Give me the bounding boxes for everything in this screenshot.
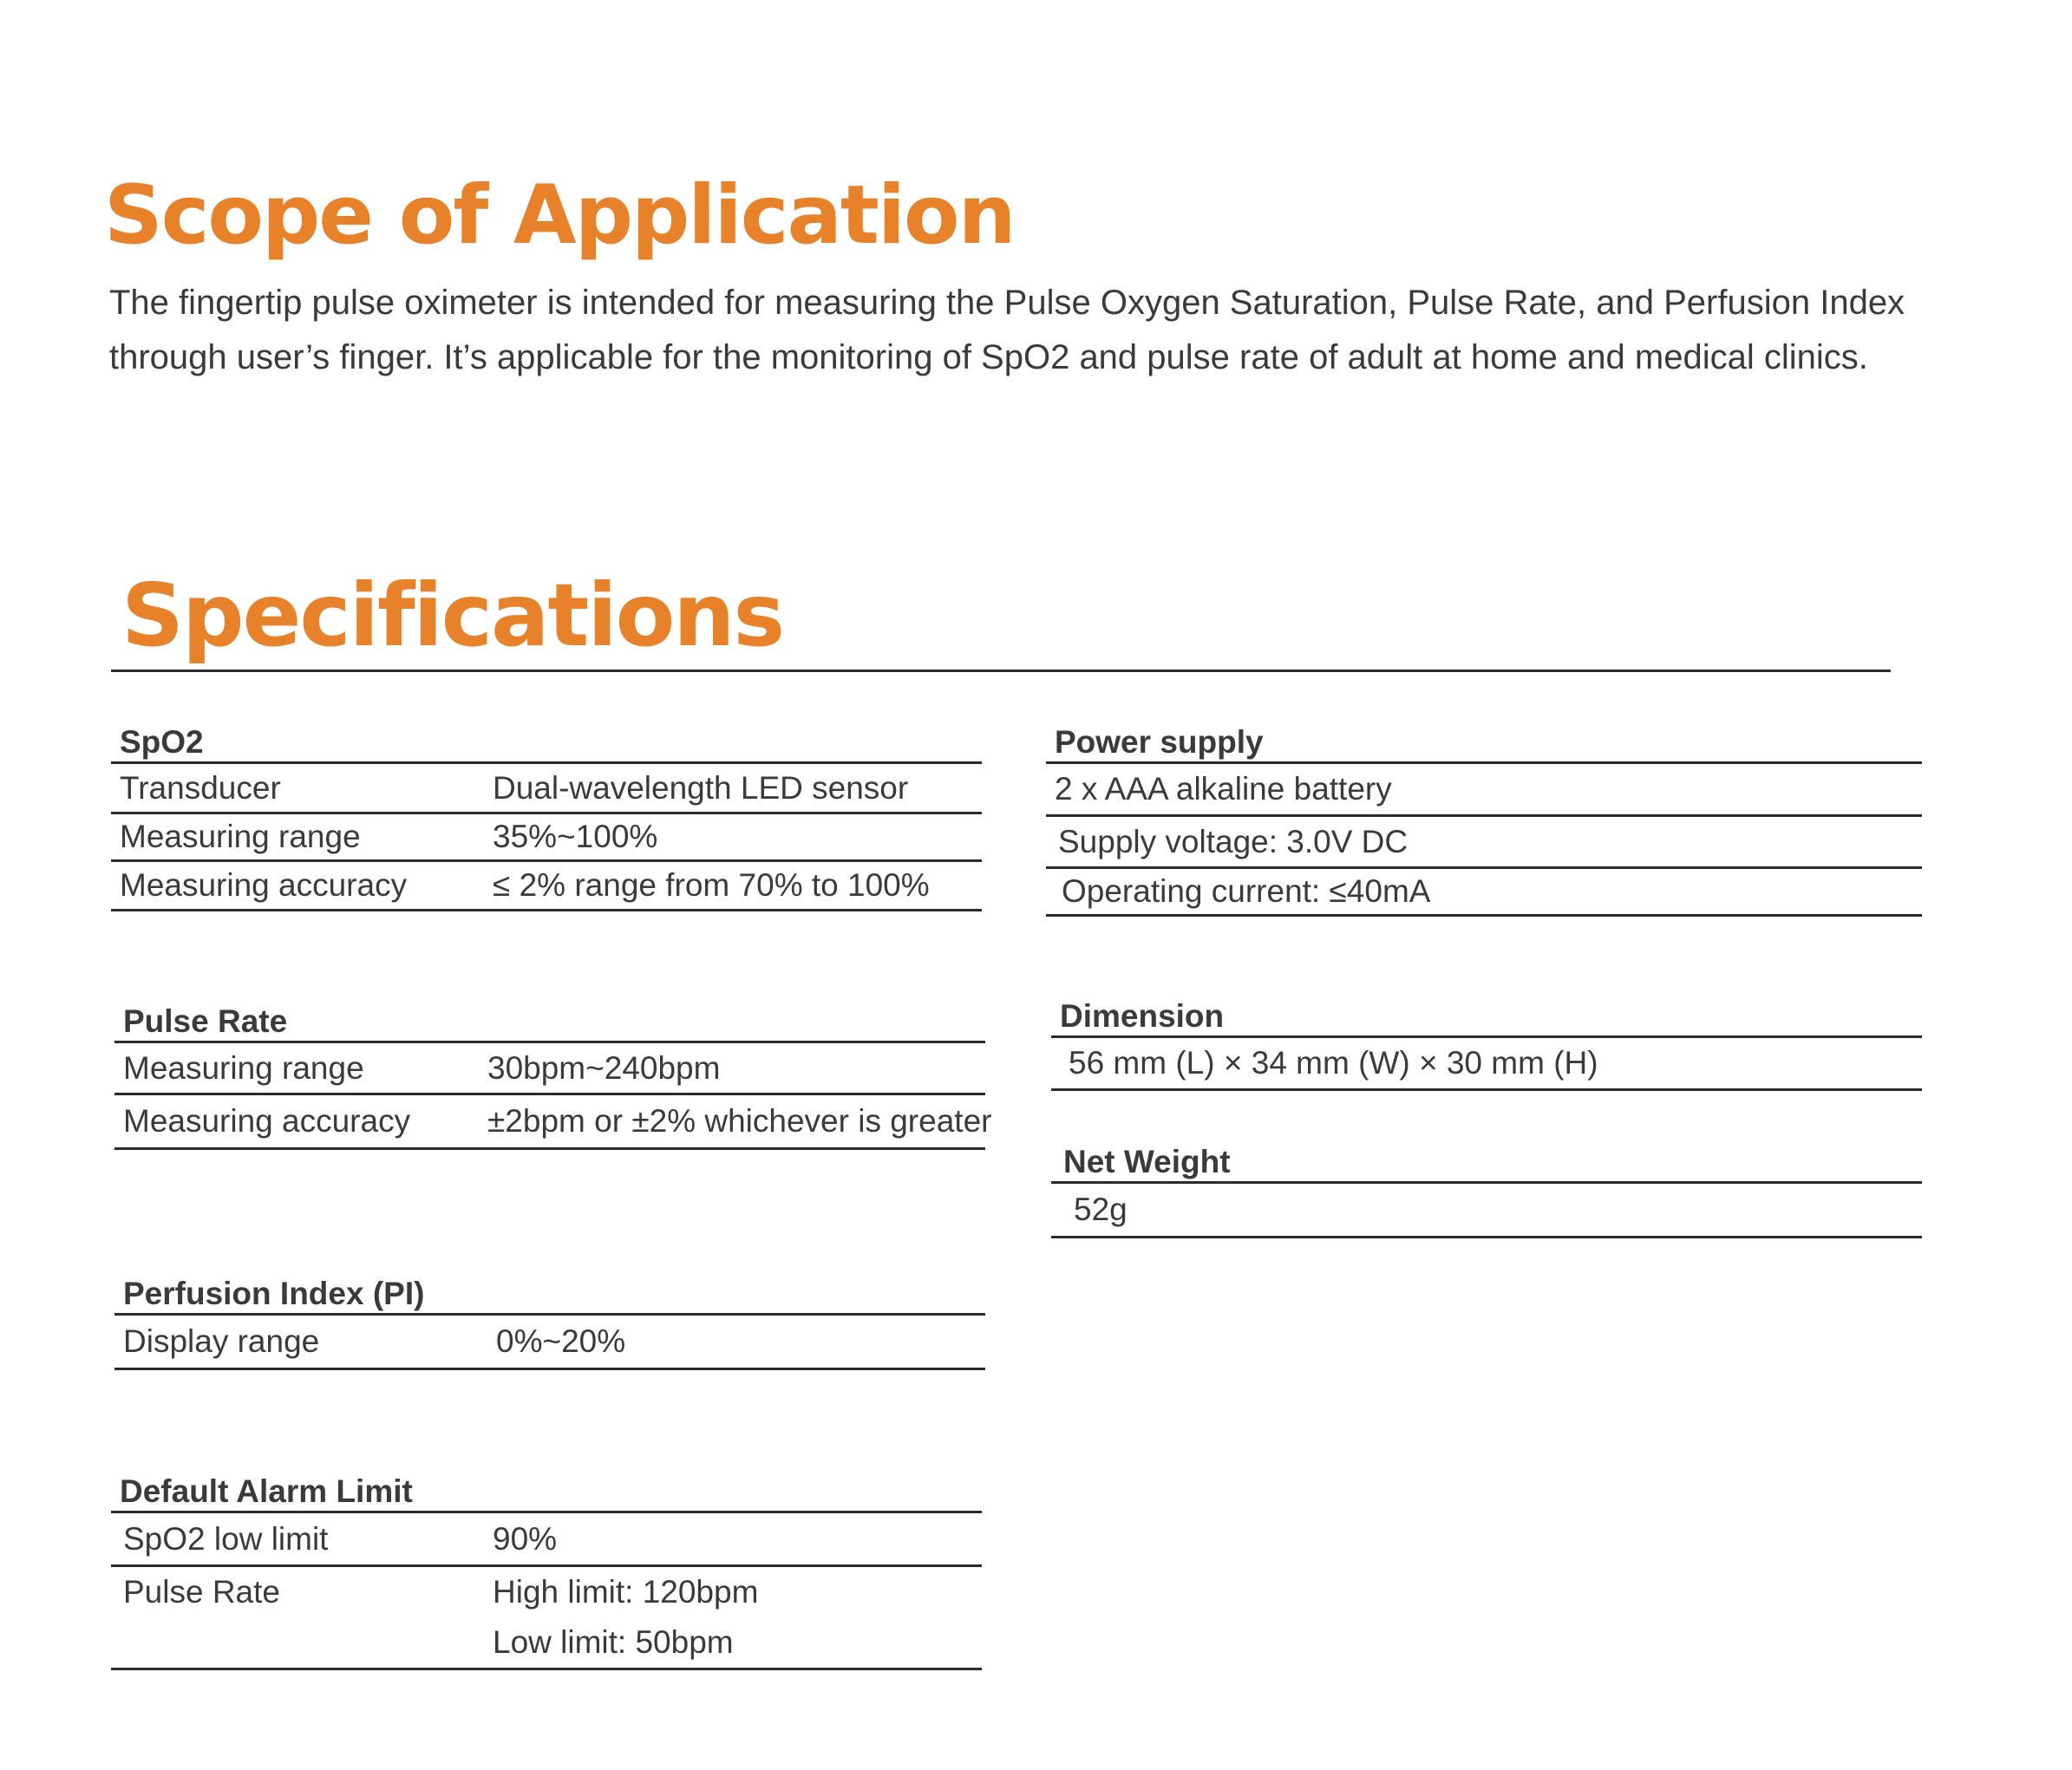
section-title: Pulse Rate [114, 1003, 985, 1043]
scope-title: Scope of Application [104, 168, 1015, 263]
spec-value: High limit: 120bpm [493, 1574, 759, 1610]
spec-row [1046, 817, 1922, 869]
spec-label: SpO2 low limit [123, 1520, 329, 1557]
spec-row [114, 1316, 985, 1370]
spec-row [1051, 1184, 1922, 1238]
section-title: Dimension [1051, 997, 1922, 1038]
scope-description: The fingertip pulse oximeter is intended for measuring the Pulse Oxygen Saturation, Pulse Rate, and Perfusion Index through user’s finger. It’s applicable for the monitoring of SpO2 and pulse rate of adult at home and medical clinics. [109, 284, 1905, 376]
spec-row [111, 764, 982, 814]
spec-row [1046, 869, 1922, 917]
spec-row [114, 1095, 992, 1150]
specifications-title: Specifications [121, 565, 784, 666]
spec-row [1051, 1038, 1922, 1091]
spec-row [114, 1043, 985, 1095]
section-title: Default Alarm Limit [111, 1473, 982, 1513]
section-title: SpO2 [111, 723, 982, 764]
spec-value: Dual-wavelength LED sensor [493, 769, 909, 806]
dimension-section [1051, 997, 1922, 1091]
perfusion-index-section [114, 1275, 985, 1370]
spec-row [1046, 764, 1922, 817]
spec-value: 35%~100% [493, 819, 658, 854]
net-weight-section [1051, 1143, 1922, 1238]
spec-value: ≤ 2% range from 70% to 100% [493, 867, 930, 903]
spec-label: Measuring accuracy [120, 867, 408, 903]
spec-label: Transducer [120, 769, 281, 806]
spec-value-group [493, 1567, 982, 1668]
spec-value: 2 x AAA alkaline battery [1055, 771, 1392, 807]
spec-value: 30bpm~240bpm [487, 1049, 721, 1086]
section-title: Power supply [1046, 723, 1922, 764]
specifications-divider [111, 669, 1891, 672]
spec-row [111, 862, 982, 911]
spec-label: Measuring accuracy [123, 1103, 411, 1139]
spec-row [111, 1567, 982, 1670]
spec-value: 90% [493, 1520, 558, 1557]
section-title: Net Weight [1051, 1143, 1922, 1184]
section-title: Perfusion Index (PI) [114, 1275, 985, 1316]
spec-value: Operating current: ≤40mA [1062, 873, 1431, 909]
spec-value: 0%~20% [496, 1323, 626, 1359]
alarm-limit-section [111, 1473, 982, 1670]
power-supply-section [1046, 723, 1922, 917]
spec-row [111, 1513, 982, 1567]
spec-row [111, 814, 982, 862]
spec-value: 52g [1074, 1192, 1128, 1227]
spec-value: ±2bpm or ±2% whichever is greater [487, 1103, 992, 1139]
spec-label: Pulse Rate [123, 1574, 280, 1610]
spec-value: Supply voltage: 3.0V DC [1058, 823, 1409, 859]
spec-value: Low limit: 50bpm [493, 1624, 734, 1660]
spec-label: Measuring range [123, 1049, 364, 1086]
spec-value: 56 mm (L) × 34 mm (W) × 30 mm (H) [1069, 1045, 1598, 1081]
spec-label: Measuring range [120, 819, 361, 854]
spo2-section [111, 723, 982, 911]
spec-label: Display range [123, 1323, 320, 1359]
pulse-rate-section [114, 1003, 992, 1150]
